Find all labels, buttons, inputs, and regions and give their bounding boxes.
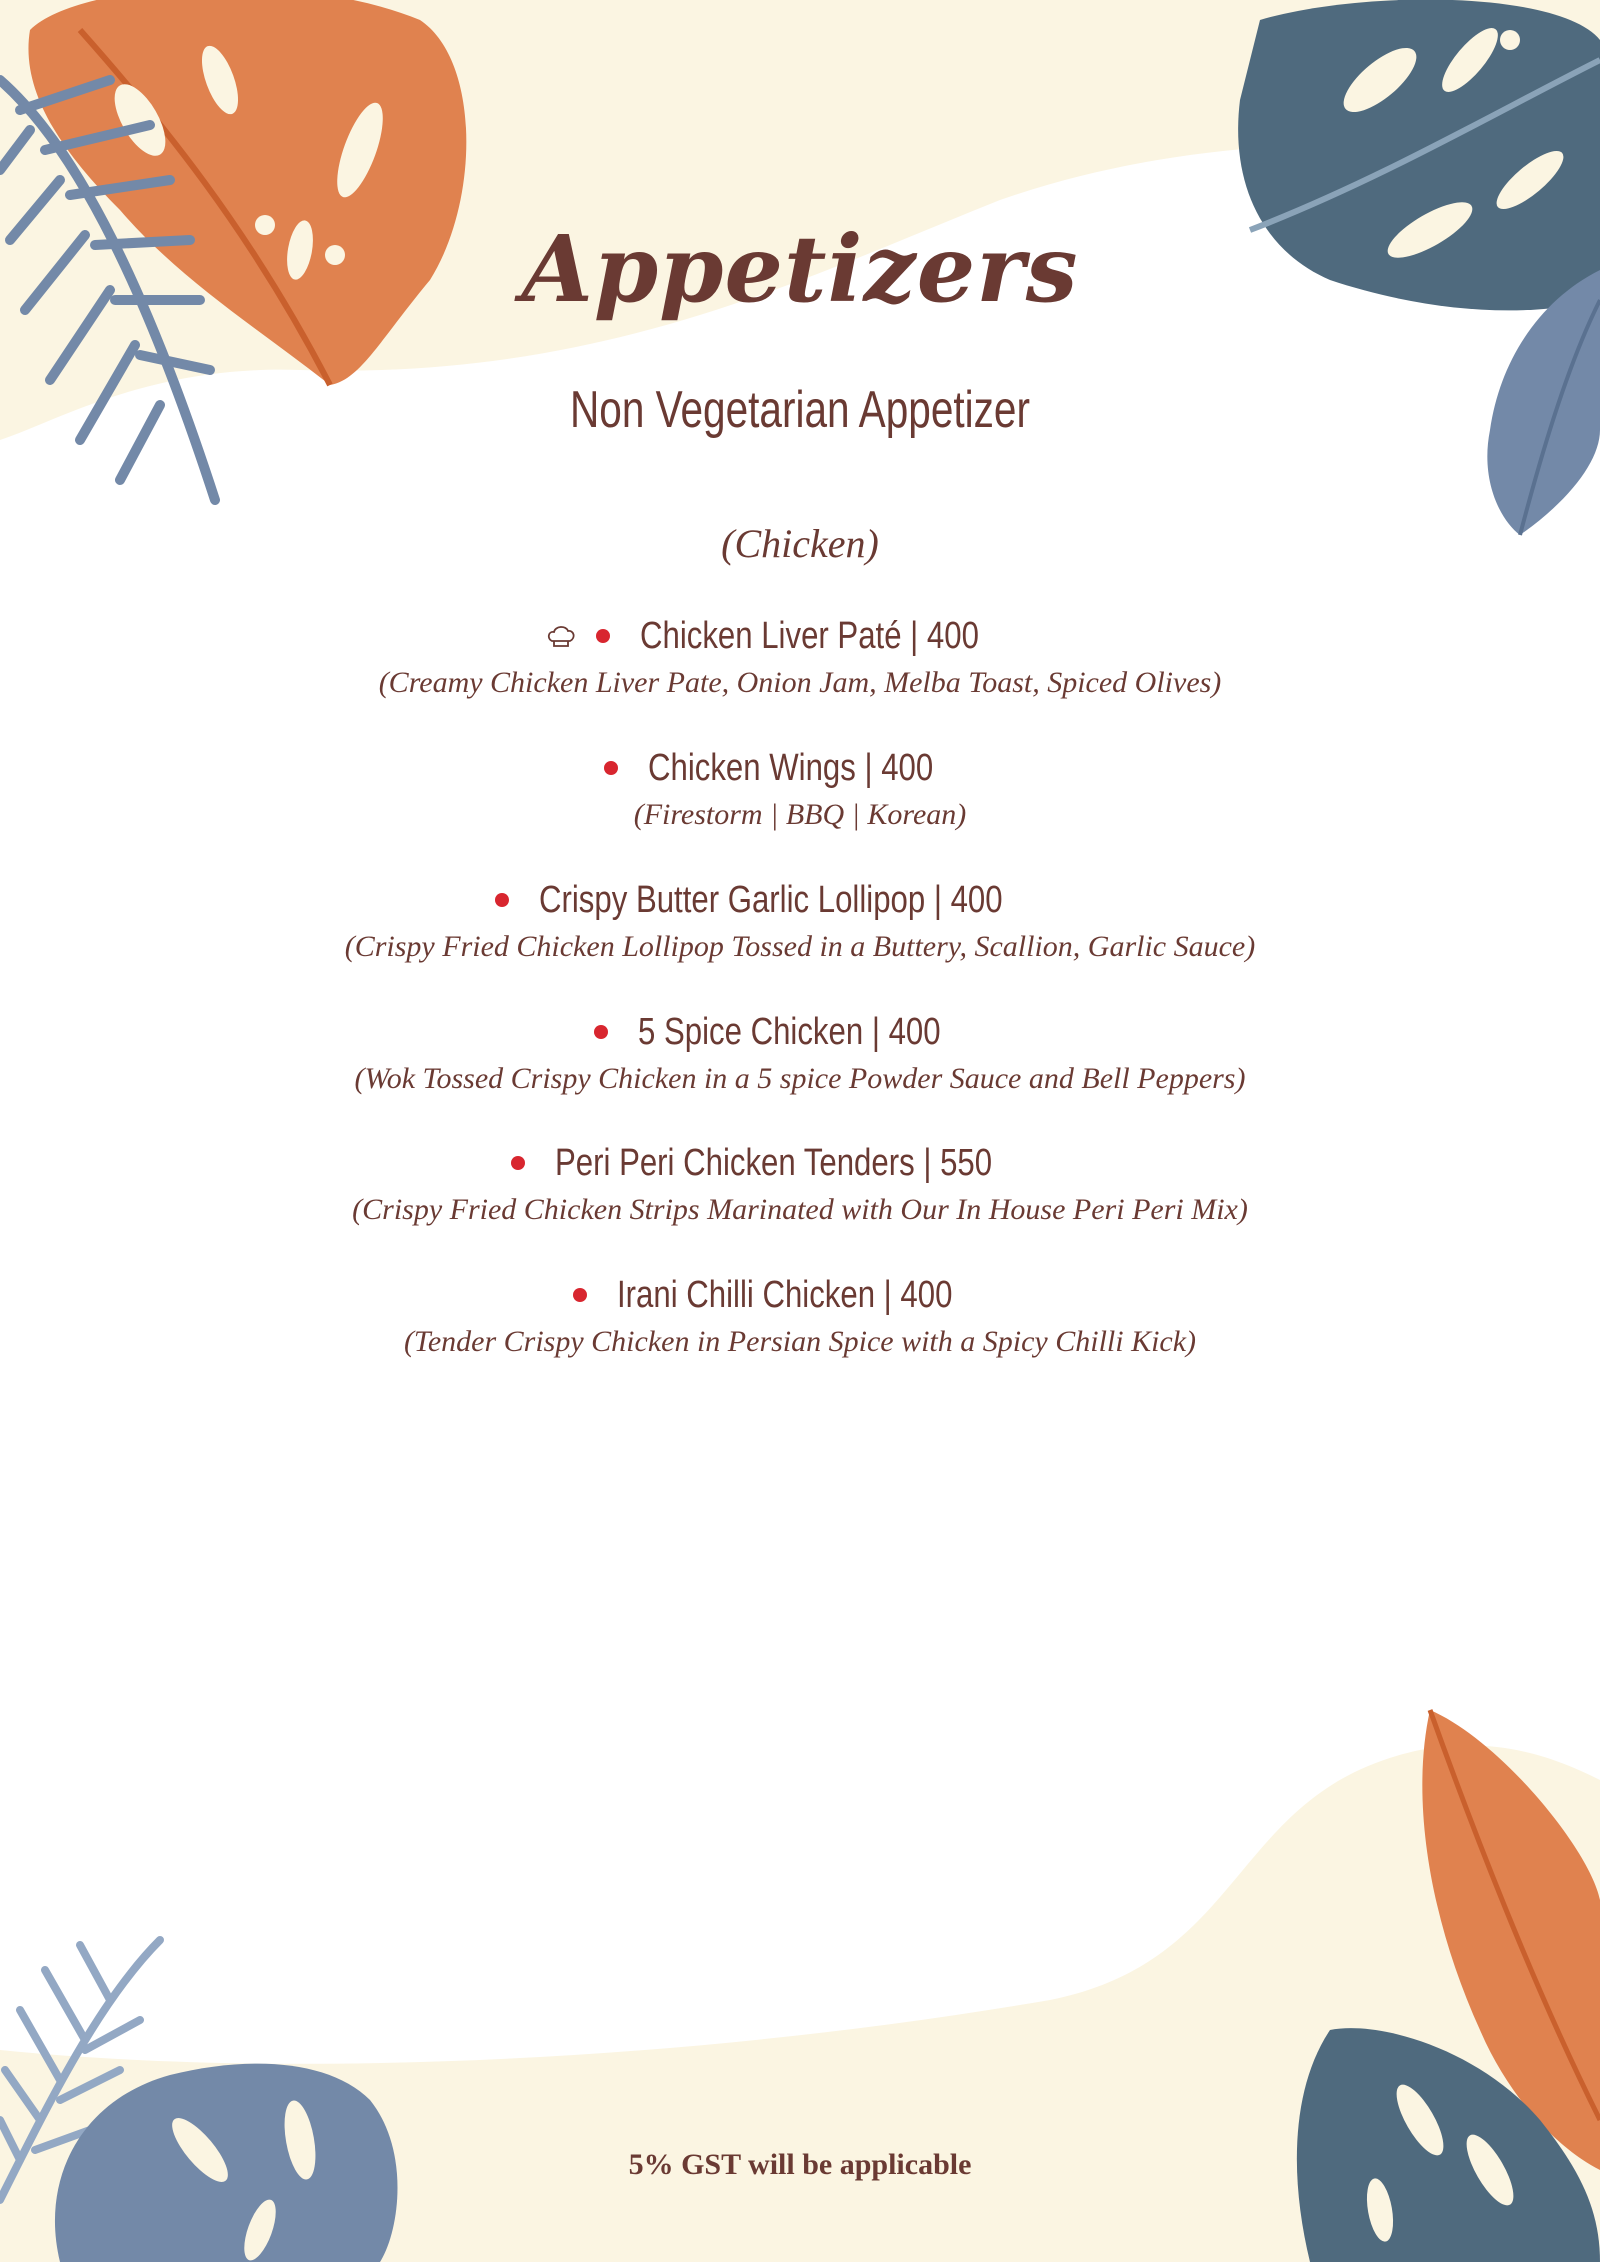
section-subtitle: Non Vegetarian Appetizer <box>569 381 1031 439</box>
category-heading: (Chicken) <box>721 521 879 566</box>
item-description: (Firestorm | BBQ | Korean) <box>633 798 967 831</box>
item-name: Chicken Liver Paté | 400 <box>640 614 980 657</box>
item-name: Peri Peri Chicken Tenders | 550 <box>555 1141 993 1184</box>
chef-hat-icon <box>546 621 576 651</box>
gst-note: 5% GST will be applicable <box>628 2148 972 2181</box>
bullet-icon <box>604 761 618 775</box>
bullet-icon <box>495 893 509 907</box>
bullet-icon <box>594 1025 608 1039</box>
item-description: (Wok Tossed Crispy Chicken in a 5 spice Powder Sauce and Bell Peppers) <box>354 1062 1246 1095</box>
page-title: Appetizers <box>521 215 1079 323</box>
item-description: (Crispy Fried Chicken Lollipop Tossed in a Buttery, Scallion, Garlic Sauce) <box>344 930 1256 963</box>
menu-item <box>0 1008 1600 1096</box>
menu-item <box>0 876 1600 964</box>
bullet-icon <box>573 1288 587 1302</box>
item-name: Crispy Butter Garlic Lollipop | 400 <box>539 878 1003 921</box>
item-description: (Crispy Fried Chicken Strips Marinated with Our In House Peri Peri Mix) <box>352 1193 1248 1226</box>
menu-item <box>0 744 1600 832</box>
item-name: Irani Chilli Chicken | 400 <box>617 1273 953 1316</box>
item-name: 5 Spice Chicken | 400 <box>637 1010 941 1053</box>
item-description: (Creamy Chicken Liver Pate, Onion Jam, Melba Toast, Spiced Olives) <box>378 666 1222 699</box>
menu-item <box>0 612 1600 700</box>
menu-item <box>0 1271 1600 1359</box>
item-description: (Tender Crispy Chicken in Persian Spice with a Spicy Chilli Kick) <box>403 1325 1197 1358</box>
bullet-icon <box>596 629 610 643</box>
menu-item <box>0 1139 1600 1227</box>
item-name: Chicken Wings | 400 <box>648 746 934 789</box>
bullet-icon <box>511 1156 525 1170</box>
